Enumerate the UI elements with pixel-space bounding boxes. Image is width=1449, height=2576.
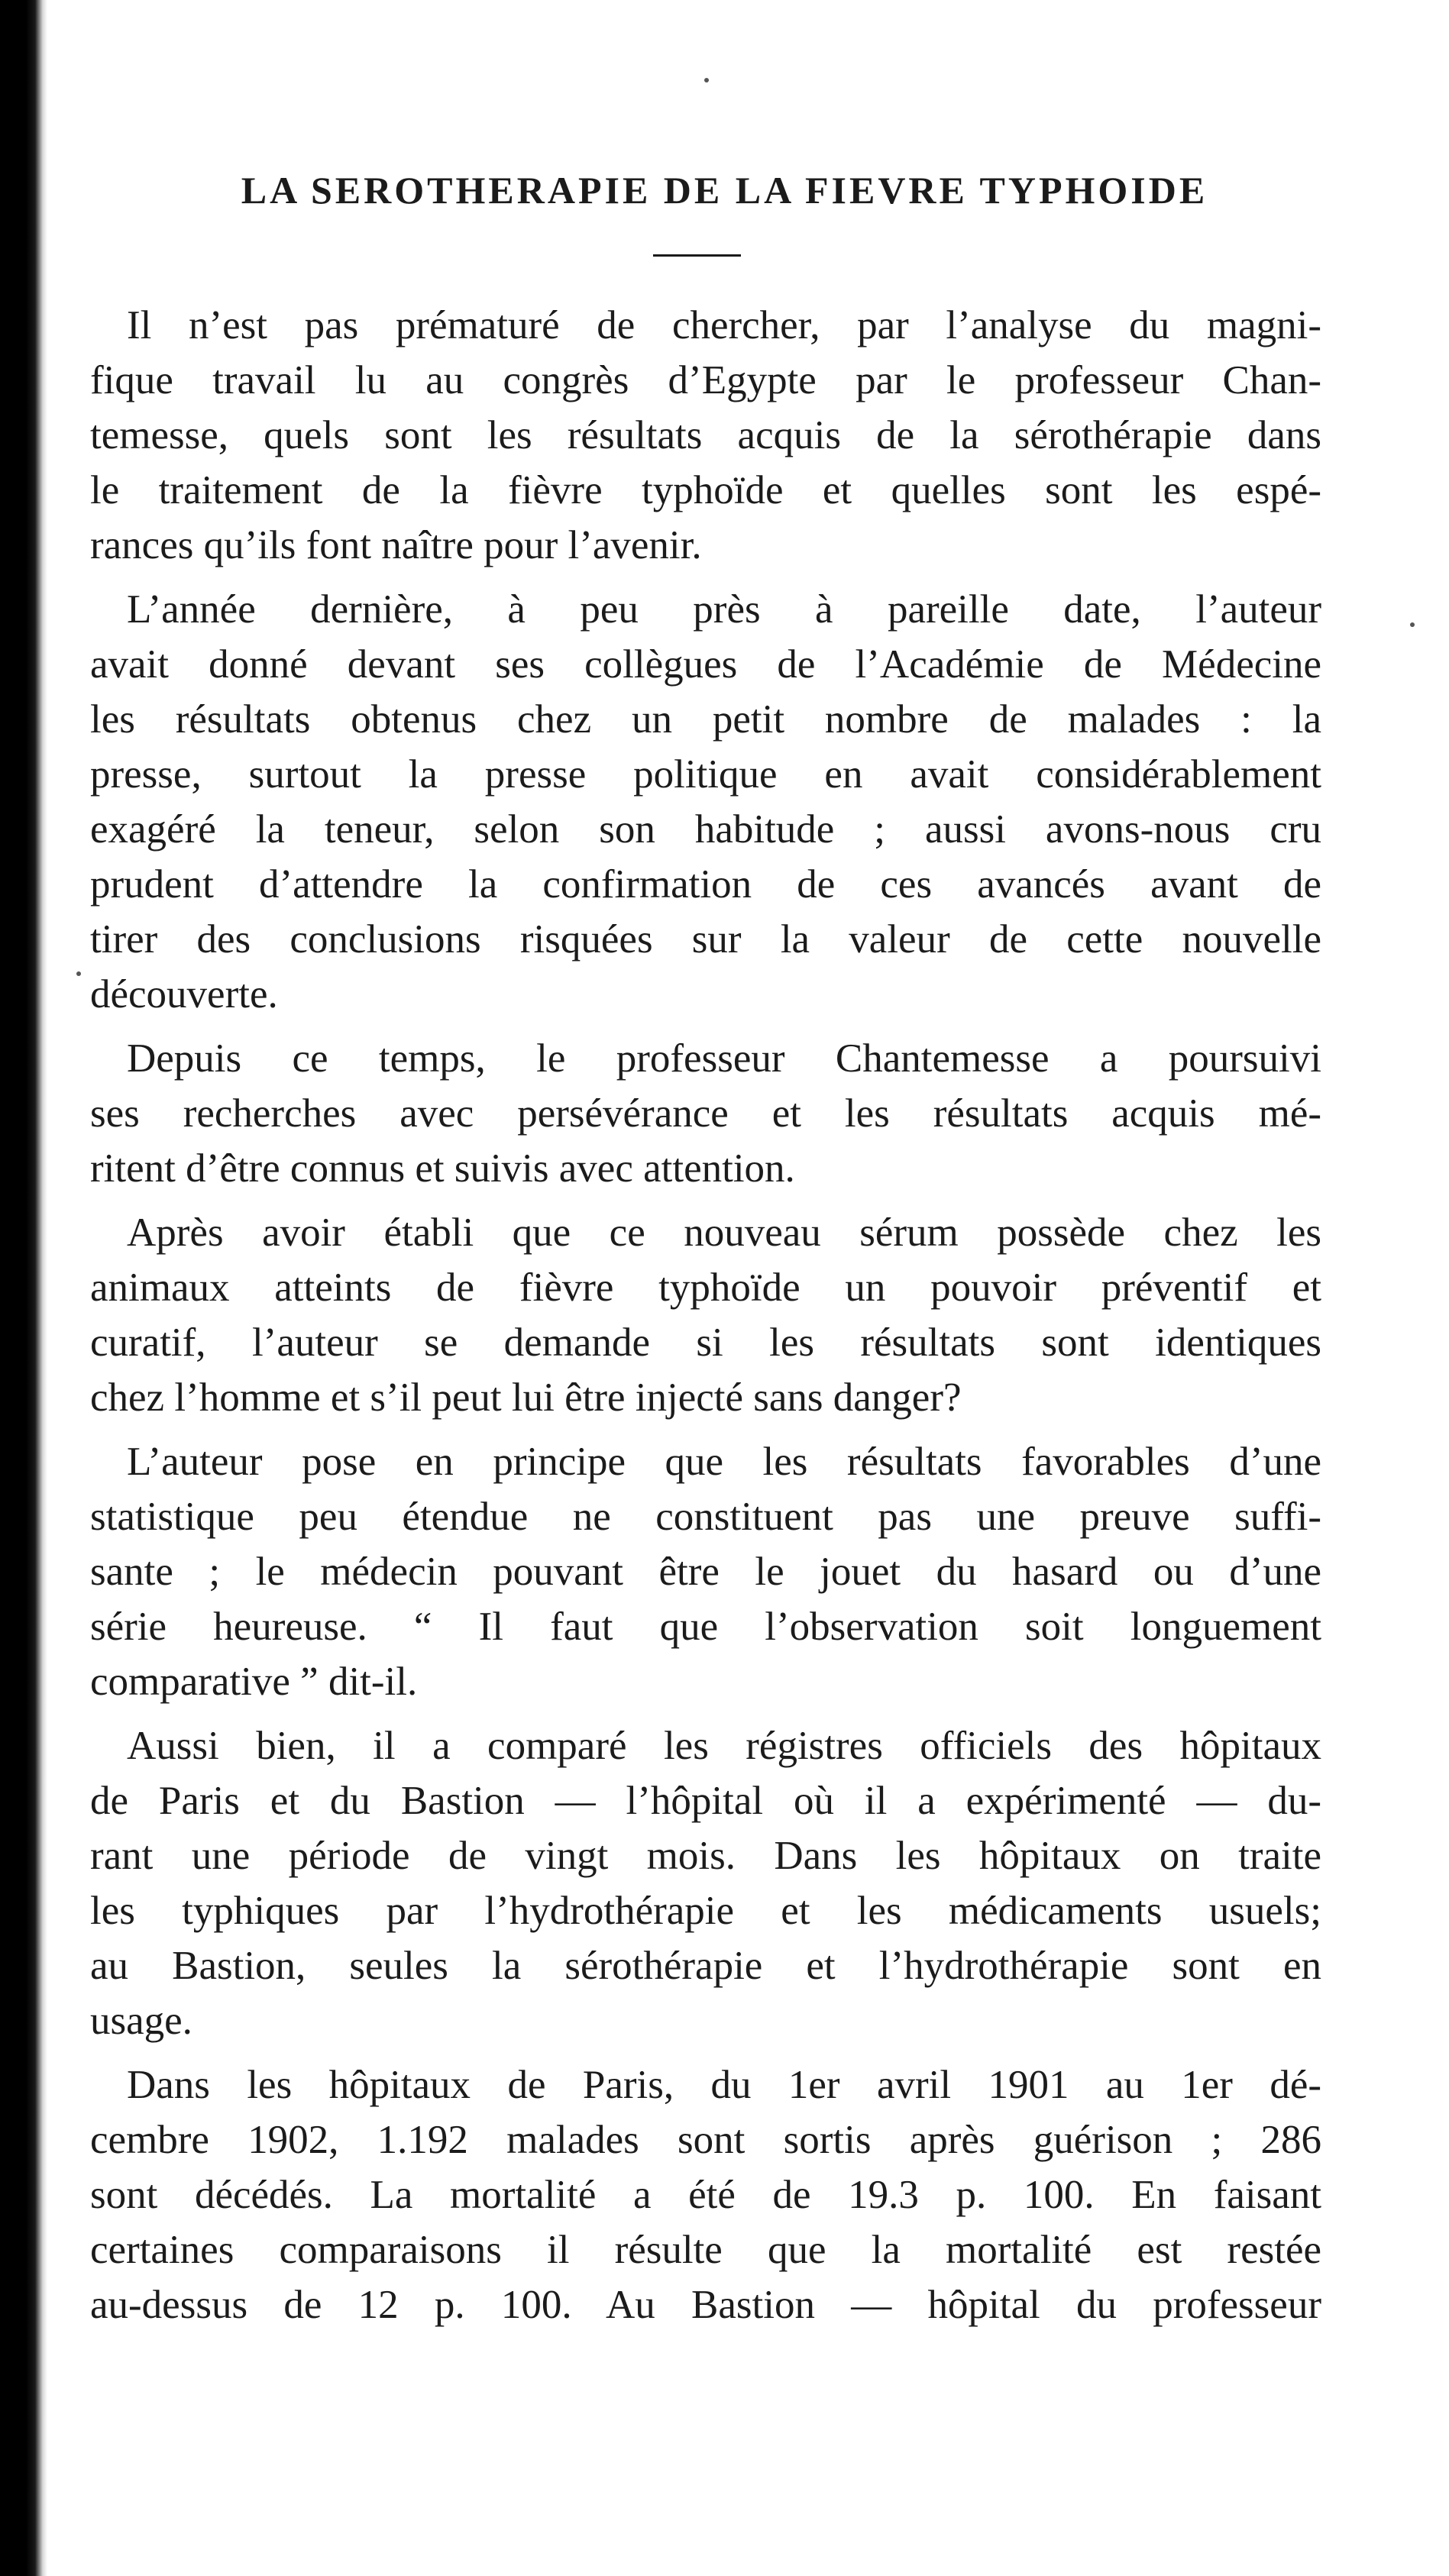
text-line: au-dessus de 12 p. 100. Au Bastion — hôpital du professeur [90, 2283, 1321, 2327]
paragraph-4 [90, 1205, 1321, 1425]
text-line: avait donné devant ses collègues de l’Académie de Médecine [90, 642, 1321, 687]
print-speck [1410, 622, 1415, 627]
text-line: rances qu’ils font naître pour l’avenir. [90, 523, 702, 567]
text-line: Aussi bien, il a comparé les régistres officiels des hôpitaux [127, 1724, 1321, 1768]
text-line: ritent d’être connus et suivis avec attention. [90, 1146, 795, 1191]
text-line: Dans les hôpitaux de Paris, du 1er avril 1901 au 1er dé- [127, 2063, 1321, 2107]
text-line: Depuis ce temps, le professeur Chantemesse a poursuivi [127, 1036, 1321, 1081]
page-binding-edge [0, 0, 47, 2576]
text-line: ses recherches avec persévérance et les résultats acquis mé- [90, 1091, 1321, 1136]
paragraph-1 [90, 298, 1321, 573]
text-line: fique travail lu au congrès d’Egypte par le professeur Chan- [90, 358, 1321, 402]
text-line: de Paris et du Bastion — l’hôpital où il a expérimenté — du- [90, 1779, 1321, 1823]
paragraph-7 [90, 2057, 1321, 2332]
text-line: comparative ” dit-il. [90, 1660, 418, 1704]
text-line: cembre 1902, 1.192 malades sont sortis après guérison ; 286 [90, 2118, 1321, 2162]
text-line: statistique peu étendue ne constituent pas une preuve suffi- [90, 1495, 1321, 1539]
print-speck [704, 78, 709, 82]
text-line: exagéré la teneur, selon son habitude ; aussi avons-nous cru [90, 807, 1321, 852]
text-line: Après avoir établi que ce nouveau sérum possède chez les [127, 1210, 1321, 1255]
text-line: découverte. [90, 972, 278, 1017]
paragraph-3 [90, 1031, 1321, 1196]
print-speck [76, 971, 81, 976]
body-text [90, 298, 1321, 2342]
text-line: les résultats obtenus chez un petit nombre de malades : la [90, 697, 1321, 742]
text-line: chez l’homme et s’il peut lui être injecté sans danger? [90, 1375, 962, 1420]
text-line: L’année dernière, à peu près à pareille date, l’auteur [127, 587, 1321, 632]
text-line: les typhiques par l’hydrothérapie et les médicaments usuels; [90, 1889, 1321, 1933]
text-line: au Bastion, seules la sérothérapie et l’hydrothérapie sont en [90, 1944, 1321, 1988]
paragraph-6 [90, 1718, 1321, 2048]
document-title: LA SEROTHERAPIE DE LA FIEVRE TYPHOIDE [241, 169, 1208, 212]
text-line: curatif, l’auteur se demande si les résultats sont identiques [90, 1320, 1321, 1365]
text-line: série heureuse. “ Il faut que l’observation soit longuement [90, 1605, 1321, 1649]
text-line: sont décédés. La mortalité a été de 19.3 p. 100. En faisant [90, 2173, 1321, 2217]
text-line: L’auteur pose en principe que les résultats favorables d’une [127, 1440, 1321, 1484]
title-rule [653, 254, 741, 257]
paragraph-2 [90, 582, 1321, 1022]
text-line: usage. [90, 1999, 192, 2043]
text-line: presse, surtout la presse politique en avait considérablement [90, 752, 1321, 797]
text-line: animaux atteints de fièvre typhoïde un pouvoir préventif et [90, 1265, 1321, 1310]
text-line: certaines comparaisons il résulte que la mortalité est restée [90, 2228, 1321, 2272]
text-line: rant une période de vingt mois. Dans les hôpitaux on traite [90, 1834, 1321, 1878]
text-line: temesse, quels sont les résultats acquis de la sérothérapie dans [90, 413, 1321, 457]
text-line: prudent d’attendre la confirmation de ces avancés avant de [90, 862, 1321, 907]
paragraph-5 [90, 1434, 1321, 1709]
text-line: Il n’est pas prématuré de chercher, par l’analyse du magni- [127, 303, 1321, 347]
text-line: le traitement de la fièvre typhoïde et quelles sont les espé- [90, 468, 1321, 512]
text-line: tirer des conclusions risquées sur la valeur de cette nouvelle [90, 917, 1321, 962]
text-line: sante ; le médecin pouvant être le jouet du hasard ou d’une [90, 1550, 1321, 1594]
